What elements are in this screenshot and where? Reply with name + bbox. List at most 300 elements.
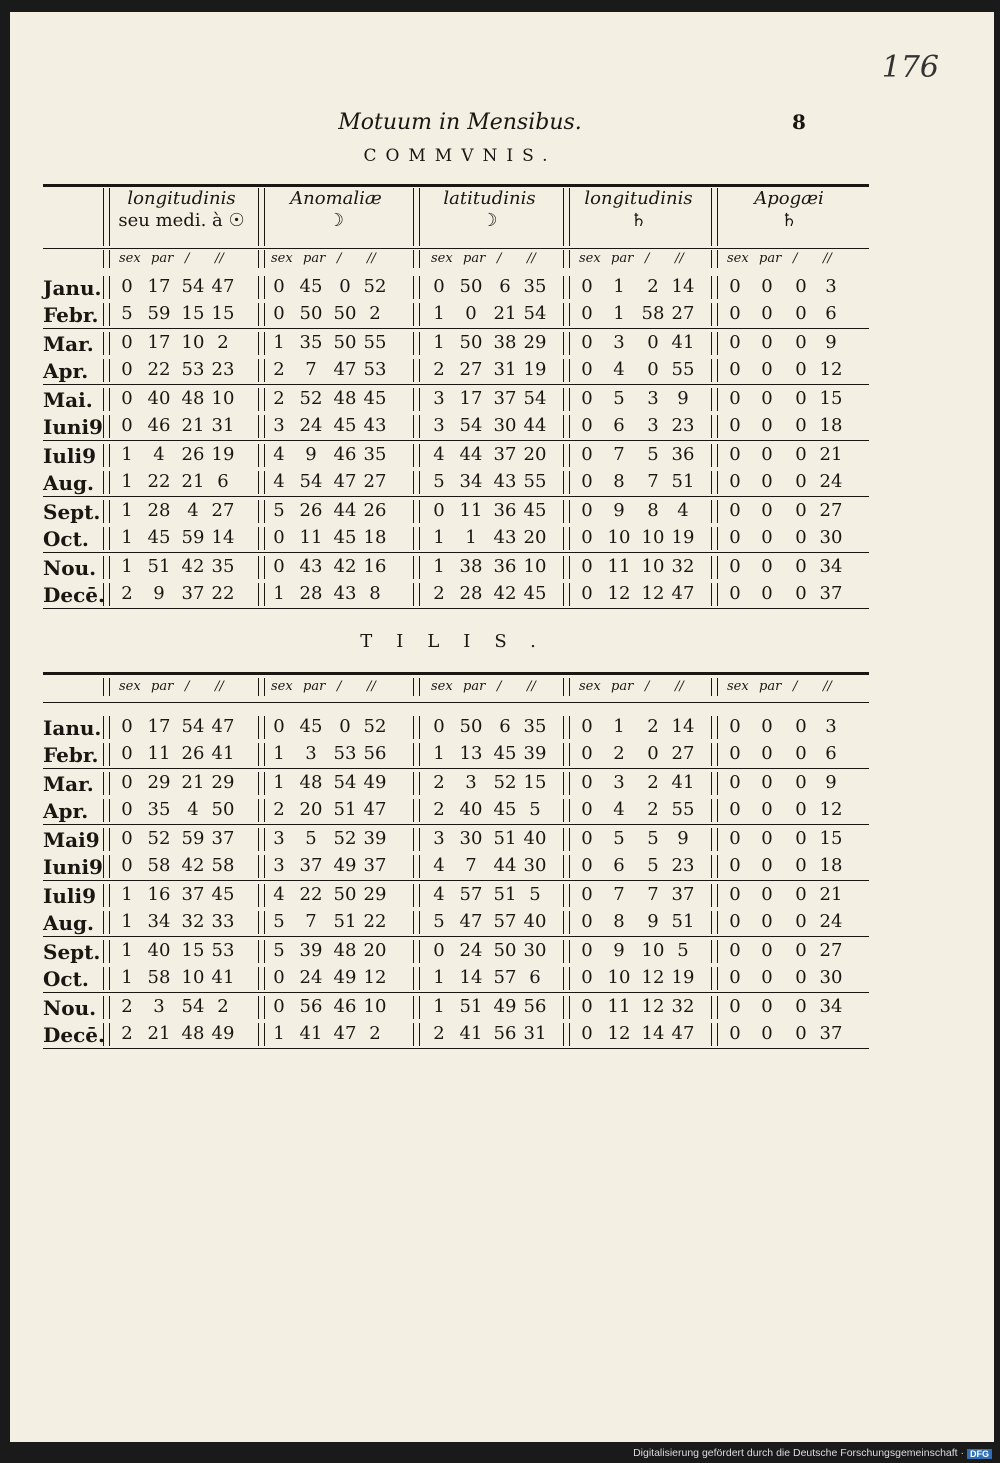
column-header-row xyxy=(43,188,869,246)
subheader-label: // xyxy=(823,679,832,694)
table-row xyxy=(43,301,869,328)
table-cell: 21 xyxy=(181,471,205,492)
section-title-tilis: TILIS. xyxy=(360,631,560,652)
table-cell: 0 xyxy=(795,276,807,297)
table-cell: 0 xyxy=(795,303,807,324)
column-separator xyxy=(109,855,110,878)
column-separator xyxy=(717,415,718,438)
subheader-row-1 xyxy=(43,248,869,270)
table-cell: 54 xyxy=(181,996,205,1017)
table-cell: 41 xyxy=(211,967,235,988)
table2-top-rule xyxy=(43,672,869,675)
column-separator xyxy=(569,884,570,907)
table-cell: 50 xyxy=(493,940,517,961)
column-separator xyxy=(569,996,570,1019)
table-cell: 12 xyxy=(641,583,665,604)
table-cell: 5 xyxy=(273,940,285,961)
table-cell: 0 xyxy=(795,967,807,988)
table-cell: 59 xyxy=(181,527,205,548)
table-cell: 41 xyxy=(671,332,695,353)
table-cell: 4 xyxy=(273,444,285,465)
table-cell: 50 xyxy=(333,884,357,905)
column-separator xyxy=(258,799,259,822)
table-cell: 2 xyxy=(433,1023,445,1044)
table-cell: 54 xyxy=(459,415,483,436)
table-row xyxy=(43,882,869,909)
table-cell: 5 xyxy=(273,500,285,521)
table-cell: 54 xyxy=(523,388,547,409)
column-separator xyxy=(569,716,570,739)
column-separator xyxy=(419,250,420,268)
table-cell: 1 xyxy=(465,527,477,548)
column-separator xyxy=(264,828,265,851)
table-cell: 27 xyxy=(459,359,483,380)
table-cell: 50 xyxy=(333,332,357,353)
table-cell: 4 xyxy=(187,799,199,820)
table-cell: 7 xyxy=(647,471,659,492)
column-separator xyxy=(109,500,110,523)
table-row xyxy=(43,770,869,797)
column-separator xyxy=(103,388,104,411)
month-label: Iuni9 xyxy=(43,855,103,879)
month-label: Febr. xyxy=(43,743,99,767)
table-cell: 50 xyxy=(459,276,483,297)
table-cell: 0 xyxy=(761,583,773,604)
column-separator xyxy=(711,583,712,606)
column-separator xyxy=(264,188,265,246)
table-cell: 4 xyxy=(153,444,165,465)
table-cell: 2 xyxy=(647,716,659,737)
table-cell: 55 xyxy=(671,359,695,380)
column-separator xyxy=(711,250,712,268)
subheader-label: sex xyxy=(579,679,601,694)
column-separator xyxy=(711,884,712,907)
subheader-label: // xyxy=(675,679,684,694)
table-cell: 0 xyxy=(761,415,773,436)
table-cell: 52 xyxy=(147,828,171,849)
table-cell: 8 xyxy=(613,911,625,932)
column-separator xyxy=(569,940,570,963)
table-cell: 1 xyxy=(433,556,445,577)
column-separator xyxy=(264,303,265,326)
column-separator xyxy=(258,500,259,523)
column-separator xyxy=(563,332,564,355)
table-cell: 0 xyxy=(581,500,593,521)
column-separator xyxy=(258,678,259,696)
column-separator xyxy=(563,250,564,268)
column-separator xyxy=(264,1023,265,1046)
table-cell: 0 xyxy=(121,743,133,764)
table-cell: 1 xyxy=(433,967,445,988)
column-separator xyxy=(569,743,570,766)
column-separator xyxy=(264,583,265,606)
column-separator xyxy=(717,332,718,355)
table-cell: 0 xyxy=(795,1023,807,1044)
table-cell: 0 xyxy=(729,1023,741,1044)
table-cell: 15 xyxy=(181,940,205,961)
table-cell: 15 xyxy=(211,303,235,324)
table-cell: 4 xyxy=(433,884,445,905)
column-separator xyxy=(419,276,420,299)
table-cell: 22 xyxy=(363,911,387,932)
subheader-label: / xyxy=(793,679,798,694)
table-cell: 26 xyxy=(299,500,323,521)
column-separator xyxy=(109,911,110,934)
table-cell: 52 xyxy=(333,828,357,849)
table-cell: 0 xyxy=(273,303,285,324)
table-cell: 45 xyxy=(363,388,387,409)
table-cell: 21 xyxy=(147,1023,171,1044)
subheader-label: // xyxy=(527,251,536,266)
column-separator xyxy=(103,743,104,766)
column-separator xyxy=(258,884,259,907)
column-separator xyxy=(419,556,420,579)
column-separator xyxy=(711,743,712,766)
table-cell: 7 xyxy=(613,884,625,905)
table-cell: 5 xyxy=(647,855,659,876)
table-cell: 40 xyxy=(459,799,483,820)
table-cell: 14 xyxy=(641,1023,665,1044)
table-cell: 0 xyxy=(581,527,593,548)
column-separator xyxy=(419,444,420,467)
table-cell: 0 xyxy=(581,799,593,820)
table-cell: 31 xyxy=(523,1023,547,1044)
column-separator xyxy=(563,855,564,878)
table-cell: 27 xyxy=(819,940,843,961)
table-cell: 55 xyxy=(523,471,547,492)
column-separator xyxy=(419,527,420,550)
column-separator xyxy=(419,583,420,606)
table-cell: 0 xyxy=(795,359,807,380)
column-separator xyxy=(413,1023,414,1046)
month-pair-rule xyxy=(43,440,869,441)
column-separator xyxy=(717,716,718,739)
table-cell: 1 xyxy=(433,332,445,353)
table-cell: 9 xyxy=(613,500,625,521)
column-separator xyxy=(258,556,259,579)
column-separator xyxy=(258,967,259,990)
column-separator xyxy=(717,828,718,851)
subheader-label: par xyxy=(303,679,326,694)
column-separator xyxy=(717,1023,718,1046)
table-cell: 37 xyxy=(671,884,695,905)
table-cell: 10 xyxy=(523,556,547,577)
table-row xyxy=(43,469,869,496)
table-cell: 1 xyxy=(121,911,133,932)
subheader-label: // xyxy=(215,679,224,694)
table-cell: 5 xyxy=(677,940,689,961)
table-cell: 1 xyxy=(273,1023,285,1044)
table-cell: 24 xyxy=(819,471,843,492)
column-separator xyxy=(711,678,712,696)
subheader-label: // xyxy=(675,251,684,266)
column-separator xyxy=(109,772,110,795)
column-separator xyxy=(258,940,259,963)
column-separator xyxy=(563,188,564,246)
table-cell: 2 xyxy=(369,1023,381,1044)
book-page xyxy=(10,12,994,1442)
column-separator xyxy=(569,911,570,934)
table-row xyxy=(43,1021,869,1048)
table-cell: 0 xyxy=(729,716,741,737)
column-separator xyxy=(413,359,414,382)
table-cell: 0 xyxy=(581,583,593,604)
column-separator xyxy=(717,556,718,579)
column-separator xyxy=(717,500,718,523)
table-cell: 40 xyxy=(147,940,171,961)
column-separator xyxy=(563,799,564,822)
table-cell: 0 xyxy=(729,799,741,820)
column-separator xyxy=(569,359,570,382)
table-cell: 34 xyxy=(459,471,483,492)
table-cell: 0 xyxy=(795,388,807,409)
table-cell: 0 xyxy=(729,583,741,604)
table-cell: 0 xyxy=(761,388,773,409)
table-cell: 26 xyxy=(363,500,387,521)
table-cell: 37 xyxy=(363,855,387,876)
column-separator xyxy=(103,799,104,822)
table-cell: 0 xyxy=(273,967,285,988)
column-separator xyxy=(563,500,564,523)
table-cell: 5 xyxy=(433,911,445,932)
table-cell: 46 xyxy=(333,996,357,1017)
table-cell: 51 xyxy=(333,911,357,932)
table-cell: 0 xyxy=(581,388,593,409)
table-cell: 11 xyxy=(607,996,631,1017)
table-cell: 43 xyxy=(493,527,517,548)
column-separator xyxy=(413,415,414,438)
month-label: Oct. xyxy=(43,967,89,991)
column-separator xyxy=(711,444,712,467)
table-cell: 36 xyxy=(493,500,517,521)
column-separator xyxy=(569,799,570,822)
table-cell: 47 xyxy=(333,1023,357,1044)
column-separator xyxy=(103,855,104,878)
table-cell: 4 xyxy=(677,500,689,521)
table-cell: 47 xyxy=(333,359,357,380)
table-cell: 5 xyxy=(305,828,317,849)
table-cell: 9 xyxy=(677,388,689,409)
table-row xyxy=(43,413,869,440)
table-cell: 0 xyxy=(729,500,741,521)
column-separator xyxy=(103,556,104,579)
column-separator xyxy=(563,716,564,739)
column-separator xyxy=(569,332,570,355)
table-cell: 45 xyxy=(523,500,547,521)
subheader-label: / xyxy=(793,251,798,266)
subheader-label: sex xyxy=(271,679,293,694)
table-cell: 24 xyxy=(299,415,323,436)
table-cell: 0 xyxy=(795,884,807,905)
column-separator xyxy=(413,678,414,696)
table-row xyxy=(43,965,869,992)
table-row xyxy=(43,554,869,581)
column-separator xyxy=(569,527,570,550)
table-cell: 0 xyxy=(761,967,773,988)
column-separator xyxy=(717,884,718,907)
table-row xyxy=(43,357,869,384)
column-separator xyxy=(109,359,110,382)
table-cell: 30 xyxy=(459,828,483,849)
table-cell: 1 xyxy=(273,772,285,793)
column-separator xyxy=(264,444,265,467)
table-cell: 56 xyxy=(363,743,387,764)
table-cell: 0 xyxy=(121,332,133,353)
subheader-label: par xyxy=(611,679,634,694)
column-separator xyxy=(711,716,712,739)
section-title-communis: COMMVNIS. xyxy=(363,146,557,166)
table-cell: 37 xyxy=(211,828,235,849)
table-cell: 0 xyxy=(761,884,773,905)
table-cell: 4 xyxy=(613,359,625,380)
column-separator xyxy=(103,444,104,467)
table-cell: 45 xyxy=(211,884,235,905)
column-separator xyxy=(711,556,712,579)
table-cell: 37 xyxy=(819,583,843,604)
table-cell: 0 xyxy=(761,1023,773,1044)
subheader-label: sex xyxy=(119,679,141,694)
table-cell: 42 xyxy=(181,855,205,876)
column-separator xyxy=(109,527,110,550)
table-cell: 39 xyxy=(523,743,547,764)
table-cell: 2 xyxy=(433,359,445,380)
column-separator xyxy=(563,583,564,606)
table-cell: 34 xyxy=(147,911,171,932)
subheader-label: // xyxy=(367,679,376,694)
column-separator xyxy=(109,940,110,963)
column-separator xyxy=(569,967,570,990)
table-cell: 0 xyxy=(795,444,807,465)
column-separator xyxy=(413,967,414,990)
table-cell: 30 xyxy=(493,415,517,436)
table-cell: 43 xyxy=(363,415,387,436)
column-separator xyxy=(711,828,712,851)
column-separator xyxy=(569,1023,570,1046)
table-cell: 0 xyxy=(761,996,773,1017)
column-separator xyxy=(711,359,712,382)
column-separator xyxy=(569,444,570,467)
table-cell: 1 xyxy=(613,303,625,324)
month-pair-rule xyxy=(43,824,869,825)
column-separator xyxy=(717,996,718,1019)
table-cell: 1 xyxy=(433,743,445,764)
table-cell: 0 xyxy=(729,996,741,1017)
subheader-label: sex xyxy=(119,251,141,266)
table-cell: 58 xyxy=(147,855,171,876)
column-separator xyxy=(717,583,718,606)
column-separator xyxy=(569,250,570,268)
table-cell: 1 xyxy=(121,940,133,961)
table-cell: 0 xyxy=(433,940,445,961)
subheader-row-2 xyxy=(43,676,869,698)
column-separator xyxy=(717,276,718,299)
column-separator xyxy=(258,772,259,795)
column-separator xyxy=(258,471,259,494)
table-cell: 30 xyxy=(523,855,547,876)
table-cell: 44 xyxy=(493,855,517,876)
table-cell: 42 xyxy=(181,556,205,577)
column-separator xyxy=(419,415,420,438)
column-separator xyxy=(563,828,564,851)
table-cell: 22 xyxy=(299,884,323,905)
table-row xyxy=(43,994,869,1021)
column-separator xyxy=(413,996,414,1019)
table-cell: 16 xyxy=(147,884,171,905)
table-cell: 52 xyxy=(363,276,387,297)
subheader-label: sex xyxy=(271,251,293,266)
column-separator xyxy=(264,799,265,822)
column-separator xyxy=(419,388,420,411)
table-cell: 56 xyxy=(493,1023,517,1044)
table-cell: 39 xyxy=(299,940,323,961)
column-separator xyxy=(109,303,110,326)
subheader-label: par xyxy=(303,251,326,266)
table-cell: 49 xyxy=(333,855,357,876)
table-cell: 0 xyxy=(581,996,593,1017)
column-header-symbol: ☽ xyxy=(481,210,498,231)
column-separator xyxy=(109,188,110,246)
subheader-label: par xyxy=(151,679,174,694)
table-cell: 0 xyxy=(761,303,773,324)
table-cell: 41 xyxy=(671,772,695,793)
table-cell: 45 xyxy=(299,716,323,737)
table-cell: 0 xyxy=(581,303,593,324)
table-row xyxy=(43,797,869,824)
table-cell: 0 xyxy=(761,332,773,353)
header-top-rule xyxy=(43,184,869,187)
table-cell: 0 xyxy=(581,415,593,436)
column-separator xyxy=(103,884,104,907)
table-cell: 6 xyxy=(499,716,511,737)
table-cell: 0 xyxy=(761,359,773,380)
column-separator xyxy=(264,911,265,934)
column-separator xyxy=(264,772,265,795)
table-cell: 22 xyxy=(211,583,235,604)
table-cell: 9 xyxy=(647,911,659,932)
table-cell: 0 xyxy=(761,743,773,764)
table2-subheader-rule xyxy=(43,702,869,703)
column-separator xyxy=(569,303,570,326)
table-cell: 26 xyxy=(181,743,205,764)
column-separator xyxy=(258,303,259,326)
table-cell: 0 xyxy=(121,415,133,436)
table-cell: 40 xyxy=(523,828,547,849)
subheader-label: sex xyxy=(431,251,453,266)
table-cell: 0 xyxy=(729,444,741,465)
month-pair-rule xyxy=(43,880,869,881)
column-separator xyxy=(569,415,570,438)
column-separator xyxy=(103,527,104,550)
month-pair-rule xyxy=(43,496,869,497)
table-cell: 11 xyxy=(459,500,483,521)
table-cell: 51 xyxy=(493,828,517,849)
table-cell: 0 xyxy=(433,716,445,737)
column-separator xyxy=(264,940,265,963)
table-cell: 20 xyxy=(363,940,387,961)
table-cell: 22 xyxy=(147,471,171,492)
month-pair-rule xyxy=(43,936,869,937)
table-cell: 28 xyxy=(147,500,171,521)
table-cell: 4 xyxy=(433,444,445,465)
table-cell: 12 xyxy=(819,799,843,820)
table-cell: 7 xyxy=(305,359,317,380)
table-cell: 3 xyxy=(465,772,477,793)
column-separator xyxy=(711,799,712,822)
column-separator xyxy=(563,996,564,1019)
table-cell: 0 xyxy=(729,828,741,849)
table-cell: 1 xyxy=(273,332,285,353)
column-separator xyxy=(419,743,420,766)
